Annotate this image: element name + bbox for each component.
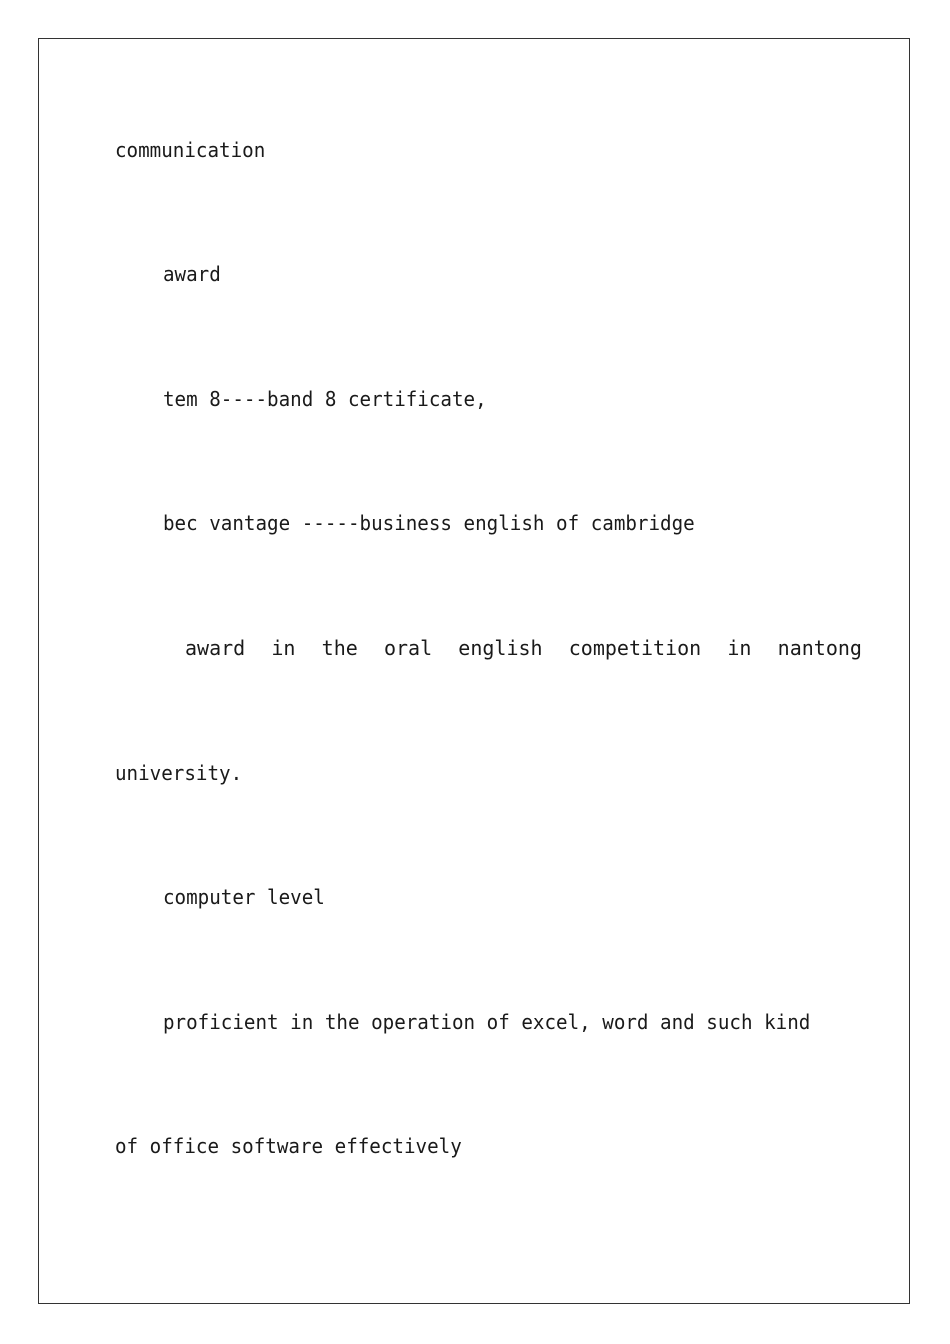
- word: oral: [383, 636, 433, 660]
- award-item-bec: bec vantage -----business english of cambridge: [163, 511, 695, 535]
- word: the: [321, 636, 358, 660]
- section-heading-communication: communication: [115, 138, 266, 162]
- word: nantong: [777, 636, 862, 660]
- section-heading-award: award: [163, 262, 221, 286]
- word: in: [271, 636, 296, 660]
- section-heading-computer-level: computer level: [163, 885, 325, 909]
- award-item-tem8: tem 8----band 8 certificate,: [163, 387, 487, 411]
- computer-skill-text-continued: of office software effectively: [115, 1134, 462, 1158]
- word: award: [185, 636, 246, 660]
- word: in: [727, 636, 752, 660]
- award-item-oral-english-continued: university.: [115, 761, 243, 785]
- computer-skill-text: proficient in the operation of excel, word and such kind: [163, 1010, 811, 1034]
- word: competition: [568, 636, 702, 660]
- document-page: [38, 38, 910, 1304]
- award-item-oral-english: [185, 636, 862, 660]
- word: english: [458, 636, 543, 660]
